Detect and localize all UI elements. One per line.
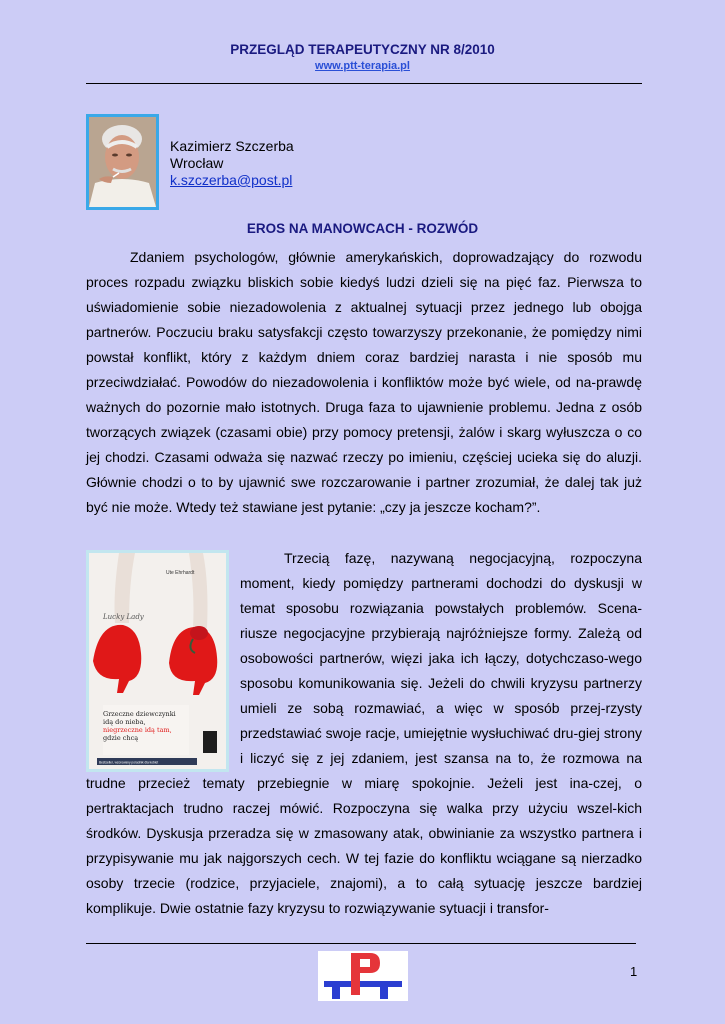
book-title-text-4: gdzie chcą: [103, 734, 139, 742]
book-subtitle-text: Bestseller, wzorowany poradnik dla kobiet: [99, 760, 159, 765]
book-title-text-3: niegrzeczne idą tam,: [103, 726, 172, 734]
author-email-link[interactable]: k.szczerba@post.pl: [170, 172, 293, 188]
author-city: Wrocław: [170, 155, 224, 171]
article-paragraph-2-text: Trzecią fazę, nazywaną negocjacyjną, rozpoczyna moment, kiedy pomiędzy partnerami dochodzi do dyskusji w temat sposobu rozwiązania powstałych problemów. Scena-riusze negocjacyjne przybierają najróżniejsze formy. Zależą od osobowości partnerów, więzi jaka ich łączy, dotychczaso-wego sposobu komunikowania się. Jeżeli do chwili kryzysu partnerzy umieli ze sobą rozmawiać, a więc w sposób przej-rzysty przedstawiać swoje racje, umiejętnie wysłuchiwać dru-giej strony i liczyć się z jej zdaniem, jest szansa na to, że rozmowa na trudne przecież tematy przebiegnie w miarę spokojnie. Jeżeli jest ina-czej, o pertraktacjach trudno raczej mówić. Rozpoczyna się walka przy użyciu wszel-kich środków. Dyskusja przeradza się w zmasowany atak, obwinianie za wszystko partnera i przypisywanie mu jak najgorszych cech. W tej fazie do konfliktu wciągane są nierzadko osoby trzecie (rodzice, przyjaciele, znajomi), a to całą sytuację jeszcze bardziej komplikuje. Dwie ostatnie fazy kryzysu to rozwiązywanie sytuacji i transfor-: [86, 550, 642, 916]
page-number: 1: [630, 964, 638, 979]
author-info: [170, 138, 294, 189]
book-script-text: Lucky Lady: [103, 613, 144, 621]
footer-divider: [86, 943, 636, 944]
author-photo: [86, 114, 159, 210]
journal-url-link[interactable]: www.ptt-terapia.pl: [315, 60, 410, 72]
author-name: Kazimierz Szczerba: [170, 138, 294, 154]
book-author-text: Ute Ehrhardt: [166, 570, 195, 576]
ptt-logo: [318, 951, 408, 1001]
book-title-text: Grzeczne dziewczynki: [103, 710, 176, 718]
header-divider: [86, 83, 642, 84]
article-paragraph-1: Zdaniem psychologów, głównie amerykańskich, doprowadzający do rozwodu proces rozpadu związku bliskich sobie kiedyś ludzi dzieli się na pięć faz. Pierwsza to uświadomienie sobie niezadowolenia z aktualnej sytuacji przez jednego lub obojga partnerów. Poczuciu braku satysfakcji często towarzyszy przekonanie, że pomiędzy nimi powstał konflikt, który z każdym dniem coraz bardziej narasta i nie sposób mu przeciwdziałać. Powodów do niezadowolenia i konfliktów może być wiele, od na-prawdę ważnych do pozornie mało istotnych. Druga faza to ujawnienie problemu. Jedna z osób tworzących związek (czasami obie) przy pomocy pretensji, żalów i skarg wyłuszcza o co jej chodzi. Czasami odważa się nazwać rzeczy po imieniu, częściej ucieka się do aluzji. Głównie chodzi o to by ujawnić swe rozczarowanie i partner zrozumiał, że dalej tak już być nie może. Wtedy też stawiane jest pytanie: „czy ja jeszcze kocham?”.: [86, 249, 642, 515]
book-title-text-2: idą do nieba,: [103, 718, 146, 726]
article-title: EROS NA MANOWCACH - ROZWÓD: [246, 221, 479, 236]
book-cover-image: [86, 550, 229, 772]
journal-title: PRZEGLĄD TERAPEUTYCZNY NR 8/2010: [230, 42, 495, 57]
